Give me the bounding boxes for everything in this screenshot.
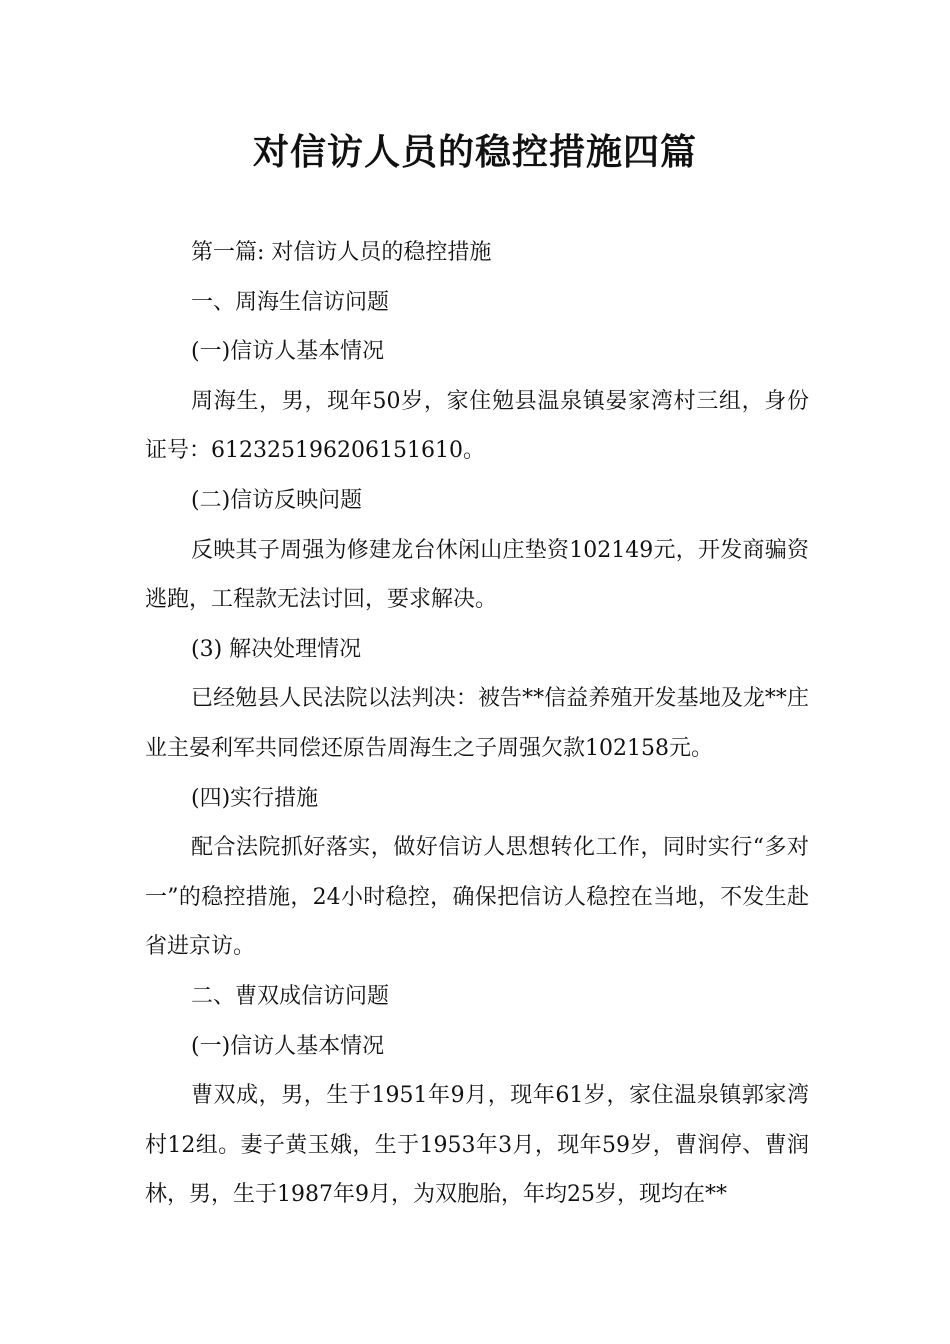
paragraph-subheading: (四)实行措施	[191, 785, 319, 811]
paragraph-issue-heading: 一、周海生信访问题	[191, 289, 390, 315]
paragraph-subheading: (3) 解决处理情况	[191, 636, 362, 662]
paragraph-text: 配合法院抓好落实，做好信访人思想转化工作，同时实行“多对一”的稳控措施，24小时稳控，确保把信访人稳控在当地，不发生赴省进京访。	[145, 835, 809, 960]
paragraph-subheading: (一)信访人基本情况	[191, 1033, 385, 1059]
document-body	[145, 228, 809, 1220]
paragraph-text: 已经勉县人民法院以法判决：被告**信益养殖开发基地及龙**庄业主晏利军共同偿还原告周海生之子周强欠款102158元。	[145, 686, 809, 761]
paragraph-subheading: (二)信访反映问题	[191, 487, 363, 513]
paragraph-section-heading: 第一篇: 对信访人员的稳控措施	[191, 240, 492, 265]
document-title: 对信访人员的稳控措施四篇	[252, 132, 697, 173]
paragraph-issue-heading: 二、曹双成信访问题	[191, 983, 390, 1009]
paragraph-subheading: (一)信访人基本情况	[191, 339, 385, 365]
paragraph-text: 反映其子周强为修建龙台休闲山庄垫资102149元，开发商骗资逃跑，工程款无法讨回，要求解决。	[145, 537, 809, 613]
paragraph-text: 曹双成，男，生于1951年9月，现年61岁，家住温泉镇郭家湾村12组。妻子黄玉娥，生于1953年3月，现年59岁，曹润停、曹润林，男，生于1987年9月，为双胞胎，年均25岁，现均在**	[145, 1083, 809, 1208]
paragraph-text: 周海生，男，现年50岁，家住勉县温泉镇晏家湾村三组，身份证号：612325196206151610。	[145, 388, 809, 464]
